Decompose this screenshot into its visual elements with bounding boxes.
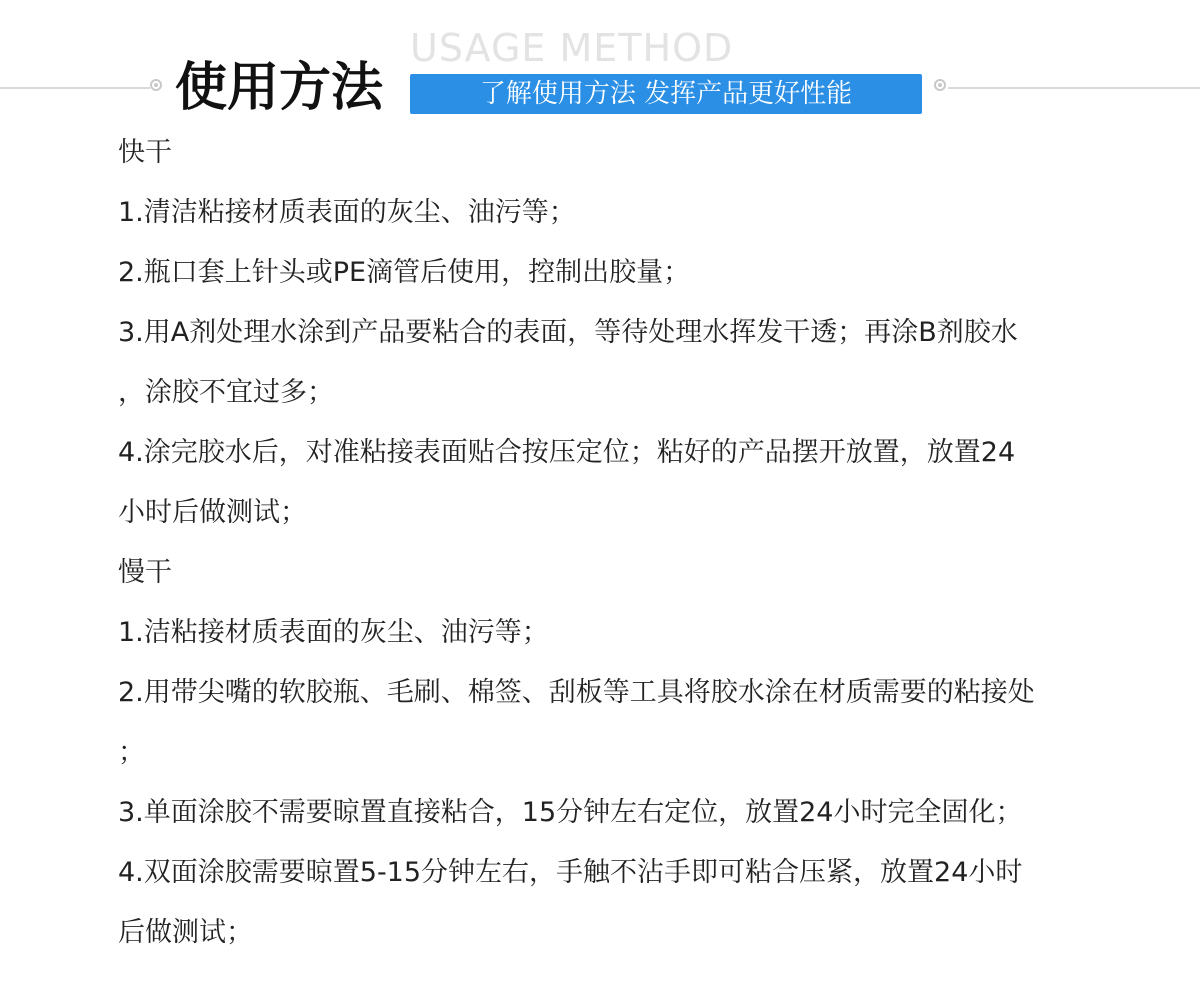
instruction-line: 3.用A剂处理水涂到产品要粘合的表面，等待处理水挥发干透；再涂B剂胶水 [118, 317, 1018, 348]
header-divider-left [0, 87, 150, 89]
usage-instructions [118, 123, 1158, 963]
instruction-line: 2.瓶口套上针头或PE滴管后使用，控制出胶量； [118, 257, 691, 288]
section-heading-fast-dry: 快干 [118, 137, 172, 168]
section-header [0, 0, 1200, 130]
header-dot-icon-right [934, 79, 946, 91]
header-english-title: USAGE METHOD [410, 26, 734, 70]
instruction-line: ； [118, 737, 145, 768]
instruction-line: 1.洁粘接材质表面的灰尘、油污等； [118, 617, 549, 648]
header-banner: 了解使用方法 发挥产品更好性能 [410, 74, 922, 114]
header-divider-right [948, 87, 1200, 89]
instruction-line: 4.双面涂胶需要晾置5-15分钟左右，手触不沾手即可粘合压紧，放置24小时 [118, 857, 1023, 888]
section-heading-slow-dry: 慢干 [118, 557, 172, 588]
instruction-line: 4.涂完胶水后，对准粘接表面贴合按压定位；粘好的产品摆开放置，放置24 [118, 437, 1016, 468]
instruction-line: ，涂胶不宜过多； [118, 377, 334, 408]
instruction-line: 2.用带尖嘴的软胶瓶、毛刷、棉签、刮板等工具将胶水涂在材质需要的粘接处 [118, 677, 1035, 708]
instruction-line: 1.清洁粘接材质表面的灰尘、油污等； [118, 197, 576, 228]
instruction-line: 3.单面涂胶不需要晾置直接粘合，15分钟左右定位，放置24小时完全固化； [118, 797, 1023, 828]
instruction-line: 小时后做测试； [118, 497, 307, 528]
header-dot-icon-left [150, 79, 162, 91]
instruction-line: 后做测试； [118, 917, 253, 948]
page-title: 使用方法 [175, 58, 384, 118]
